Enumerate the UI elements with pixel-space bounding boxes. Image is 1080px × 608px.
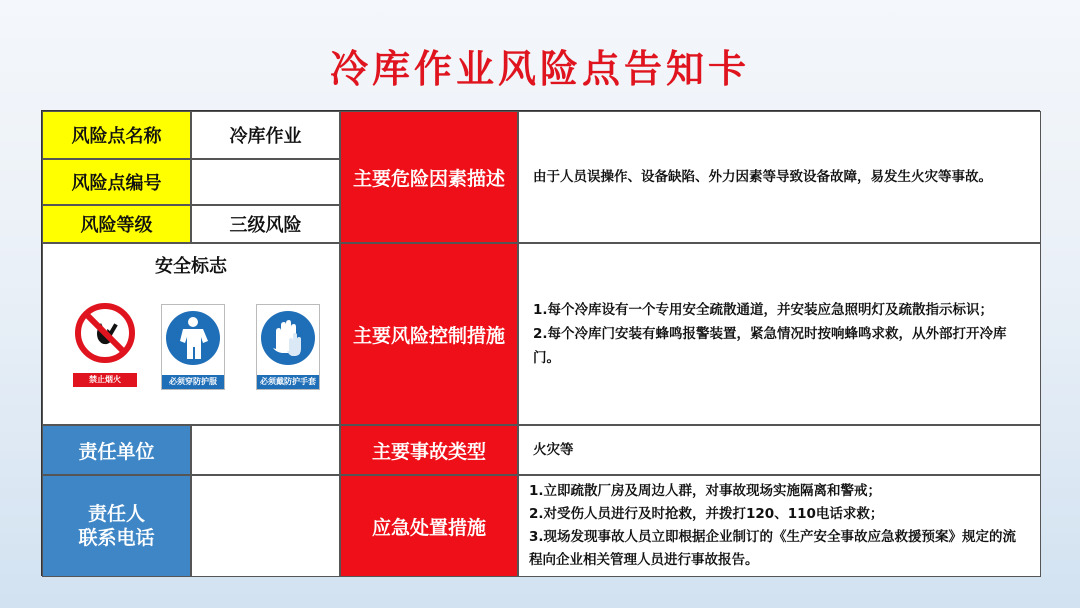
- protective-gloves-sign: [256, 304, 320, 390]
- contact-label: [42, 475, 191, 577]
- risk-code-label: 风险点编号: [42, 159, 191, 205]
- contact-label-line2: 联系电话: [78, 527, 155, 549]
- emergency-measures: [518, 475, 1041, 577]
- hazard-text: 由于人员误操作、设备缺陷、外力因素等导致设备故障，易发生火灾等事故。: [533, 169, 992, 185]
- control-measures: [518, 243, 1041, 425]
- protective-gloves-caption: 必须戴防护手套: [257, 375, 319, 389]
- risk-level-value: 三级风险: [191, 205, 340, 243]
- risk-notice-card: [41, 110, 1040, 576]
- accident-type: [518, 425, 1041, 475]
- emergency-item-1: 1.立即疏散厂房及周边人群，对事故现场实施隔离和警戒；: [529, 483, 882, 499]
- responsible-unit-value: [191, 425, 340, 475]
- control-item-1: 1.每个冷库设有一个专用安全疏散通道，并安装应急照明灯及疏散指示标识；: [533, 302, 994, 318]
- no-fire-sign: [73, 301, 137, 387]
- accident-type-value: 火灾等: [533, 442, 574, 458]
- contact-label-line1: 责任人: [87, 503, 145, 525]
- protective-clothing-icon: [162, 305, 224, 375]
- responsible-unit-label: 责任单位: [42, 425, 191, 475]
- control-item-2: 2.每个冷库门安装有蜂鸣报警装置，紧急情况时按响蜂鸣求救，从外部打开冷库门。: [533, 326, 1007, 366]
- protective-clothing-caption: 必须穿防护服: [162, 375, 224, 389]
- safety-signs-panel: [42, 243, 340, 425]
- contact-value: [191, 475, 340, 577]
- protective-gloves-icon: [257, 305, 319, 375]
- safety-signs-title: 安全标志: [155, 256, 227, 277]
- accident-type-label: 主要事故类型: [340, 425, 518, 475]
- protective-clothing-sign: [161, 304, 225, 390]
- page-title: 冷库作业风险点告知卡: [329, 47, 750, 91]
- no-fire-icon: [73, 301, 137, 371]
- risk-name-value: 冷库作业: [191, 111, 340, 159]
- hazard-description: [518, 111, 1041, 243]
- emergency-label: 应急处置措施: [340, 475, 518, 577]
- risk-code-value: [191, 159, 340, 205]
- risk-level-label: 风险等级: [42, 205, 191, 243]
- control-label: 主要风险控制措施: [340, 243, 518, 425]
- risk-name-label: 风险点名称: [42, 111, 191, 159]
- hazard-label: 主要危险因素描述: [340, 111, 518, 243]
- no-fire-caption: 禁止烟火: [73, 373, 137, 387]
- emergency-item-3: 3.现场发现事故人员立即根据企业制订的《生产安全事故应急救援预案》规定的流程向企业相关管理人员进行事故报告。: [529, 529, 1017, 568]
- emergency-item-2: 2.对受伤人员进行及时抢救，并拨打120、110电话求救；: [529, 506, 884, 522]
